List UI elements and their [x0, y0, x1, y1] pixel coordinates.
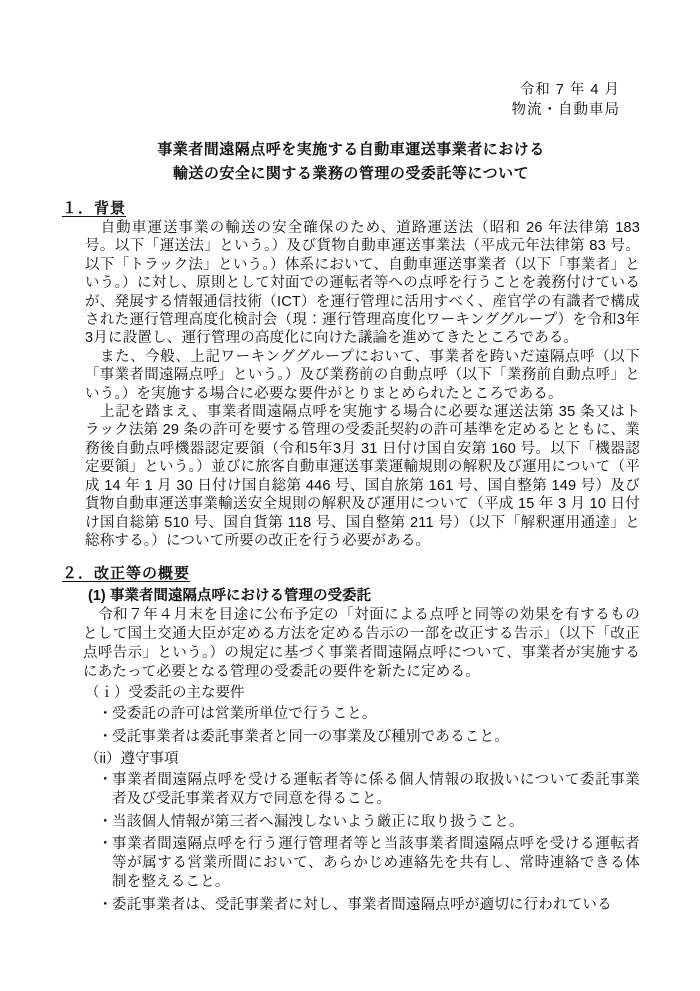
compliance-item-label: （ii）遵守事項 [85, 751, 179, 768]
section-1-paragraph-2: また、今般、上記ワーキンググループにおいて、事業者を跨いだ遠隔点呼（以下「事業者間遠隔点呼」という。）及び業務前の自動点呼（以下「業務前自動点呼」という。）を実施する場合に必要な要件がとりまとめられたところである。 [85, 348, 640, 402]
compliance-bullet-2-text: 当該個人情報が第三者へ漏洩しないよう厳正に取り扱うこと。 [112, 813, 524, 830]
compliance-bullet-4 [98, 896, 640, 915]
section-background [62, 199, 640, 550]
subsection-1-heading [88, 586, 640, 606]
compliance-bullet-1-text: 事業者間遠隔点呼を受ける運転者等に係る個人情報の取扱いについて委託事業者及び受託事業者双方で同意を得ること。 [112, 772, 640, 808]
department-line: 物流・自動車局 [511, 102, 620, 118]
bullet-marker: ・ [98, 772, 113, 789]
subsection-1-number: (1) [88, 588, 106, 605]
section-2-heading: ２．改正等の概要 [62, 565, 191, 583]
bullet-marker: ・ [98, 706, 113, 723]
title-line-1: 事業者間遠隔点呼を実施する自動車運送事業者における [157, 141, 545, 158]
requirements-item-label: （ｉ）受委託の主な要件 [85, 685, 245, 702]
requirement-bullet-2-text: 受託事業者は委託事業者と同一の事業及び種別であること。 [112, 728, 509, 745]
compliance-bullet-1 [98, 771, 640, 809]
bullet-marker: ・ [98, 896, 113, 913]
requirement-bullet-2 [98, 728, 640, 747]
compliance-bullet-2 [98, 813, 640, 832]
compliance-bullet-4-text: 委託事業者は、受託事業者に対し、事業者間遠隔点呼が適切に行われている [112, 896, 612, 913]
requirement-bullet-1 [98, 705, 640, 724]
bullet-marker: ・ [98, 836, 113, 853]
section-revision-overview [62, 564, 640, 915]
compliance-bullet-3 [98, 835, 640, 892]
compliance-bullet-3-text: 事業者間遠隔点呼を行う運行管理者等と当該事業者間遠隔点呼を受ける運転者等が属する営業所間において、あらかじめ連絡先を共有し、常時連絡できる体制を整えること。 [112, 836, 640, 891]
document-title [62, 138, 640, 186]
bullet-marker: ・ [98, 813, 113, 830]
subsection-1-title: 事業者間遠隔点呼における管理の受委託 [110, 588, 371, 605]
document-header [62, 80, 620, 120]
title-line-2: 輸送の安全に関する業務の管理の受委託等について [172, 165, 530, 182]
section-1-paragraph-1: 自動車運送事業の輸送の安全確保のため、道路運送法（昭和 26 年法律第 183 号。以下「運送法」という。）及び貨物自動車運送事業法（平成元年法律第 83 号。以下「トラック法」という。）体系において、自動車運送事業者（以下「事業者」という。）に対し、原則として対面での運転者等への点呼を行うことを義務付けているが、発展する情報通信技術（ICT）を運行管理に活用すべく、産官学の有識者で構成された運行管理高度化検討会（現：運行管理高度化ワーキンググループ）を令和3年3月に設置し、運行管理の高度化に向けた議論を進めてきたところである。 [85, 220, 640, 347]
date-line: 令和 7 年 4 月 [519, 82, 620, 98]
section-1-paragraph-3: 上記を踏まえ、事業者間遠隔点呼を実施する場合に必要な運送法第 35 条又はトラック法第 29 条の許可を要する管理の受委託契約の許可基準を定めるとともに、業務後自動点呼機器認定要領（令和5年3月 31 日付け国自安第 160 号。以下「機器認定要領」という。）並びに旅客自動車運送事業運輸規則の解釈及び運用について（平成 14 年 1 月 30 日付け国自総第 446 号、国自旅第 161 号、国自整第 149 号）及び貨物自動車運送事業輸送安全規則の解釈及び運用について（平成 15 年 3 月 10 日付け国自総第 510 号、国自貨第 118 号、国自整第 211 号）（以下「解釈運用通達」と総称する。）について所要の改正を行う必要がある。 [85, 404, 640, 549]
requirement-bullet-1-text: 受委託の許可は営業所単位で行うこと。 [112, 706, 377, 723]
subsection-1-paragraph: 令和７年４月末を目途に公布予定の「対面による点呼と同等の効果を有するものとして国土交通大臣が定める方法を定める告示の一部を改正する告示」（以下「改正点呼告示」という。）の規定に基づく事業者間遠隔点呼について、事業者が実施するにあたって必要となる管理の受委託の要件を新たに定める。 [83, 607, 640, 681]
bullet-marker: ・ [98, 728, 113, 745]
section-1-heading: １．背景 [62, 200, 127, 217]
